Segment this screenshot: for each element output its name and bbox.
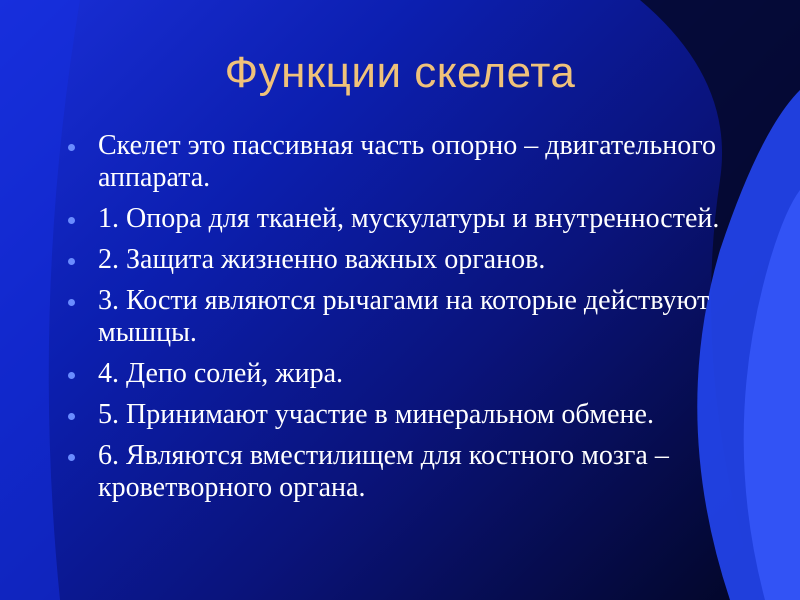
bullet-text: 6. Являются вместилищем для костного мозга – кроветворного органа.: [98, 440, 669, 503]
bullet-item: [64, 203, 744, 235]
bullet-text: 4. Депо солей, жира.: [98, 358, 344, 389]
bullet-item: [64, 440, 744, 504]
bullet-text: 3. Кости являются рычагами на которые действуют мышцы.: [98, 285, 710, 348]
bullet-icon: [68, 454, 75, 461]
bullet-item: [64, 130, 744, 194]
slide-title: Функции скелета: [224, 48, 576, 97]
bullet-text: 1. Опора для тканей, мускулатуры и внутренностей.: [98, 203, 720, 234]
bullet-icon: [68, 217, 75, 224]
bullet-icon: [68, 372, 75, 379]
bullet-list: [64, 130, 744, 513]
bullet-text: 5. Принимают участие в минеральном обмене.: [98, 399, 654, 430]
bullet-item: [64, 358, 744, 390]
bullet-item: [64, 399, 744, 431]
bullet-icon: [68, 258, 75, 265]
bullet-item: [64, 285, 744, 349]
bullet-icon: [68, 413, 75, 420]
bullet-text: 2. Защита жизненно важных органов.: [98, 244, 546, 275]
bullet-icon: [68, 299, 75, 306]
bullet-item: [64, 244, 744, 276]
bullet-icon: [68, 144, 75, 151]
bullet-text: Скелет это пассивная часть опорно – двигательного аппарата.: [98, 130, 717, 193]
